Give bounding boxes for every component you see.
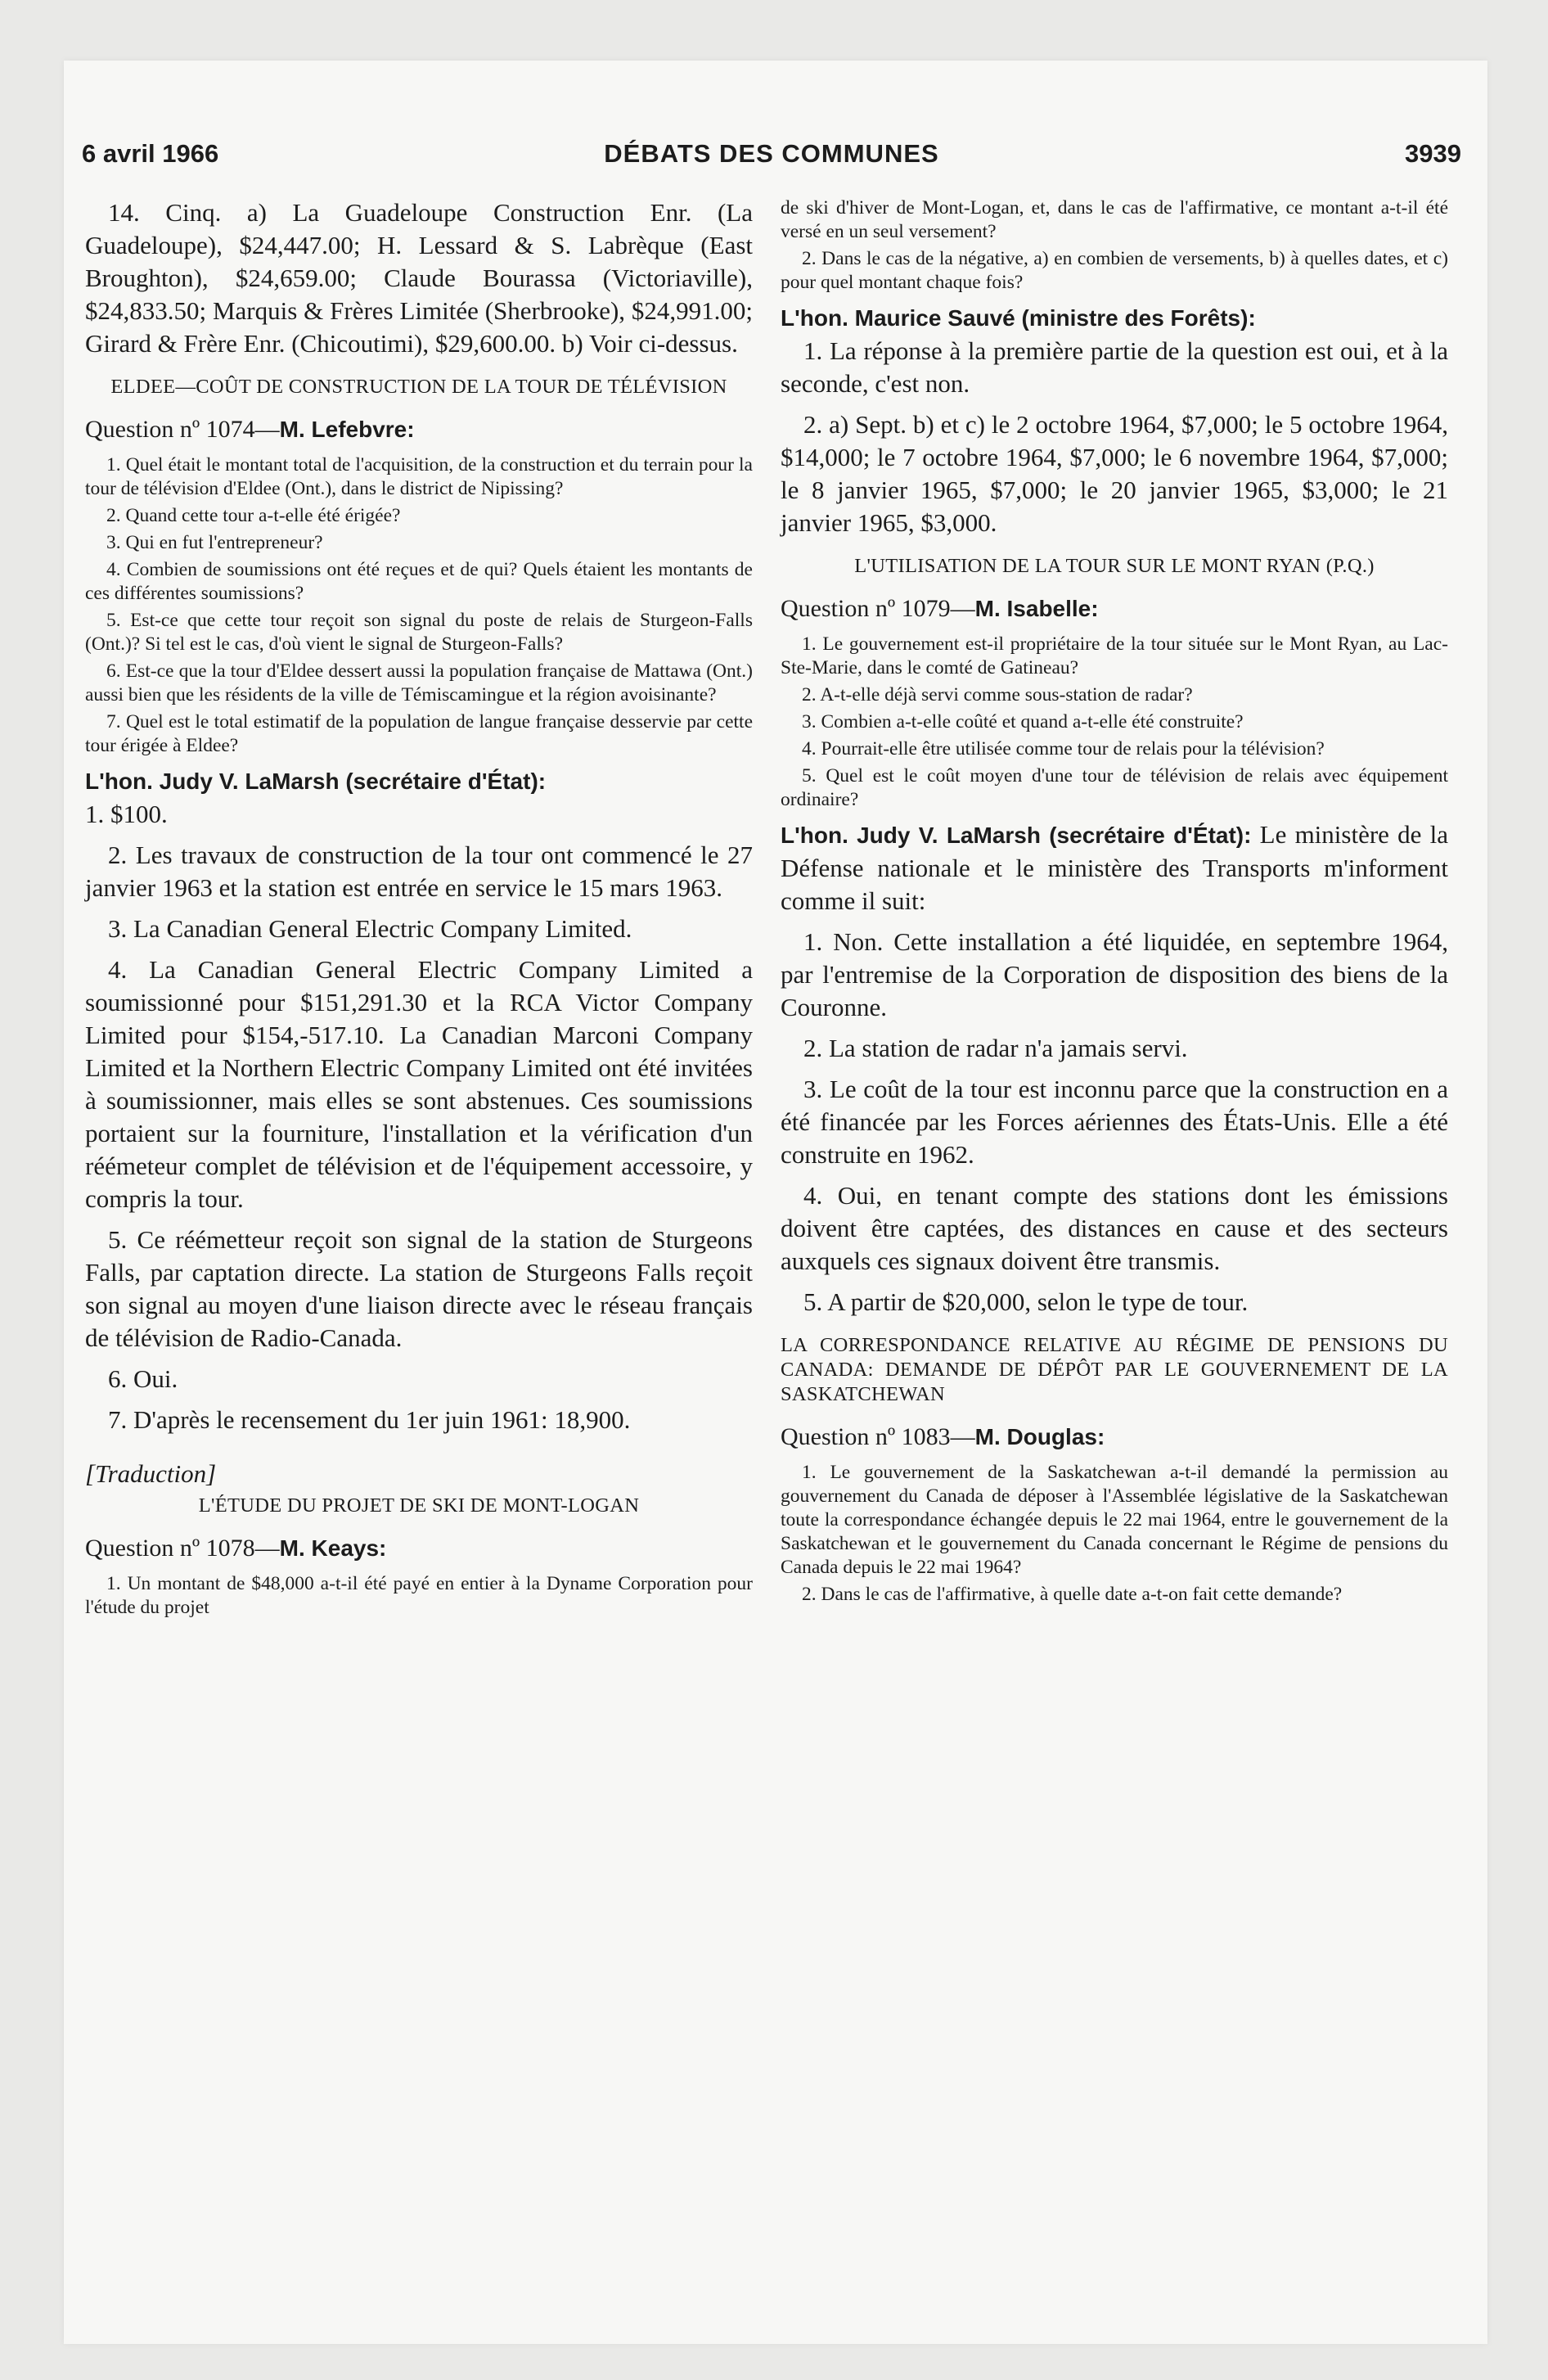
answer-item: 2. Les travaux de construction de la tour ont commencé le 27 janvier 1963 et la station est entrée en service le 15 mars 1963. <box>85 841 753 902</box>
question-item: 2. Dans le cas de la négative, a) en combien de versements, b) à quelles dates, et c) pour quel montant chaque fois? <box>781 248 1448 293</box>
question-member: M. Lefebvre: <box>279 417 415 442</box>
answer-item: 2. a) Sept. b) et c) le 2 octobre 1964, $7,000; le 5 octobre 1964, $14,000; le 7 octobre 1964, $7,000; le 6 novembre 1964, $7,000; le 8 janvier 1965, $7,000; le 20 janvier 1965, $3,000; le 21 janvier 1965, $3,000. <box>781 410 1448 537</box>
section-heading-eldee: ELDEE—COÛT DE CONSTRUCTION DE LA TOUR DE TÉLÉVISION <box>110 376 727 398</box>
question-label: Question nº 1083— <box>781 1423 975 1450</box>
page-number: 3939 <box>1405 139 1461 168</box>
answer-item: 1. Non. Cette installation a été liquidée, en septembre 1964, par l'entremise de la Corporation de disposition des biens de la Couronne. <box>781 927 1448 1021</box>
question-item: 7. Quel est le total estimatif de la population de langue française desservie par cette tour érigée à Eldee? <box>85 711 753 756</box>
question-label: Question nº 1074— <box>85 416 280 443</box>
question-item: 6. Est-ce que la tour d'Eldee dessert aussi la population française de Mattawa (Ont.) aussi bien que les résidents de la ville de Témiscamingue et la région avoisinante? <box>85 660 753 705</box>
section-heading-mont-logan: L'ÉTUDE DU PROJET DE SKI DE MONT-LOGAN <box>198 1494 640 1517</box>
answer-item-14: 14. Cinq. a) La Guadeloupe Construction Enr. (La Guadeloupe), $24,447.00; H. Lessard & S. Labrèque (East Broughton), $24,659.00; Claude Bourassa (Victoriaville), $24,833.50; Marquis & Frères Limitée (Sherbrooke), $24,991.00; Girard & Frère Enr. (Chicoutimi), $29,600.00. b) Voir ci-dessus. <box>85 198 753 358</box>
answer-item: 6. Oui. <box>108 1364 178 1393</box>
answer-item: 2. La station de radar n'a jamais servi. <box>803 1034 1188 1062</box>
header-date: 6 avril 1966 <box>82 139 219 168</box>
answer-item: 4. La Canadian General Electric Company Limited a soumissionné pour $151,291.30 et la RCA Victor Company Limited pour $154,-517.10. La Canadian Marconi Company Limited et la Northern Electric Company Limited ont été invitées à soumissionner, mais elles se sont abstenues. Ces soumissions portaient sur la fourniture, l'installation et la vérification d'un réémeteur complet de télévision et de l'équipement accessoire, y compris la tour. <box>85 955 753 1213</box>
question-member: M. Douglas: <box>974 1424 1105 1449</box>
question-item: 5. Quel est le coût moyen d'une tour de télévision de relais avec équipement ordinaire? <box>781 765 1448 810</box>
question-label: Question nº 1078— <box>85 1535 280 1562</box>
answer-item: 1. La réponse à la première partie de la question est oui, et à la seconde, c'est non. <box>781 336 1448 398</box>
answer-speaker-line <box>781 301 1448 335</box>
answer-item: 4. Oui, en tenant compte des stations dont les émissions doivent être captées, des distances en cause et des secteurs auxquels ces signaux doivent être transmis. <box>781 1181 1448 1275</box>
question-item: 2. Quand cette tour a-t-elle été érigée? <box>106 505 401 526</box>
question-item: 1. Quel était le montant total de l'acquisition, de la construction et du terrain pour la tour de télévision d'Eldee (Ont.), dans le district de Nipissing? <box>85 454 753 499</box>
left-column <box>85 196 753 1623</box>
question-member: M. Keays: <box>279 1535 387 1561</box>
answer-item: 3. Le coût de la tour est inconnu parce que la construction en a été financée par les Forces aériennes des États-Unis. Elle a été construite en 1962. <box>781 1075 1448 1169</box>
question-header-1083 <box>781 1422 1448 1453</box>
answer-item: 5. A partir de $20,000, selon le type de tour. <box>803 1287 1249 1316</box>
question-header-1078 <box>85 1533 753 1564</box>
question-item: 1. Un montant de $48,000 a-t-il été payé en entier à la Dyname Corporation pour l'étude du projet <box>85 1573 753 1618</box>
question-item: 2. Dans le cas de l'affirmative, à quelle date a-t-on fait cette demande? <box>802 1584 1343 1605</box>
question-item: 1. Le gouvernement est-il propriétaire de la tour située sur le Mont Ryan, au Lac-Ste-Marie, dans le comté de Gatineau? <box>781 633 1448 678</box>
question-continuation: de ski d'hiver de Mont-Logan, et, dans le cas de l'affirmative, ce montant a-t-il été versé en un seul versement? <box>781 197 1448 242</box>
speaker-name: L'hon. Maurice Sauvé (ministre des Forêts): <box>781 305 1256 331</box>
translation-note: [Traduction] <box>85 1459 217 1488</box>
question-item: 3. Qui en fut l'entrepreneur? <box>106 532 323 553</box>
answer-item: 1. $100. <box>85 800 168 828</box>
answer-item: 3. La Canadian General Electric Company Limited. <box>108 914 632 943</box>
question-item: 5. Est-ce que cette tour reçoit son signal du poste de relais de Sturgeon-Falls (Ont.)? Si tel est le cas, d'où vient le signal de Sturgeon-Falls? <box>85 610 753 655</box>
question-label: Question nº 1079— <box>781 595 975 622</box>
answer-speaker-line <box>85 764 753 798</box>
right-column <box>781 196 1448 1610</box>
section-heading-pensions: LA CORRESPONDANCE RELATIVE AU RÉGIME DE PENSIONS DU CANADA: DEMANDE DE DÉPÔT PAR LE GOUVERNEMENT DE LA SASKATCHEWAN <box>781 1334 1448 1405</box>
page-header <box>82 139 1461 180</box>
answer-item: 7. D'après le recensement du 1er juin 1961: 18,900. <box>108 1405 631 1434</box>
document-page <box>64 61 1487 2344</box>
question-member: M. Isabelle: <box>974 596 1099 621</box>
answer-speaker-line <box>781 818 1448 917</box>
question-header-1079 <box>781 593 1448 624</box>
question-item: 4. Pourrait-elle être utilisée comme tour de relais pour la télévision? <box>802 738 1325 760</box>
question-header-1074 <box>85 414 753 445</box>
speaker-name: L'hon. Judy V. LaMarsh (secrétaire d'État): <box>85 769 547 794</box>
question-item: 3. Combien a-t-elle coûté et quand a-t-elle été construite? <box>802 711 1244 732</box>
question-item: 4. Combien de soumissions ont été reçues et de qui? Quels étaient les montants de ces différentes soumissions? <box>85 559 753 604</box>
answer-item: 5. Ce réémetteur reçoit son signal de la station de Sturgeons Falls, par captation directe. La station de Sturgeons Falls reçoit son signal au moyen d'une liaison directe avec le réseau français de télévision de Radio-Canada. <box>85 1225 753 1352</box>
header-title: DÉBATS DES COMMUNES <box>604 139 939 168</box>
question-item: 2. A-t-elle déjà servi comme sous-station de radar? <box>802 684 1193 705</box>
speaker-name: L'hon. Judy V. LaMarsh (secrétaire d'État): <box>781 823 1252 848</box>
answer-intro: Le ministère de la Défense nationale et le ministère des Transports m'informent comme il suit: <box>781 820 1448 915</box>
question-item: 1. Le gouvernement de la Saskatchewan a-t-il demandé la permission au gouvernement du Canada de déposer à l'Assemblée législative de la Saskatchewan toute la correspondance échangée depuis le 22 mai 1964, entre le gouvernement de la Saskatchewan et le gouvernement du Canada concernant le Régime de pensions du Canada depuis le 22 mai 1964? <box>781 1462 1448 1578</box>
section-heading-mont-ryan: L'UTILISATION DE LA TOUR SUR LE MONT RYAN (P.Q.) <box>854 555 1375 577</box>
